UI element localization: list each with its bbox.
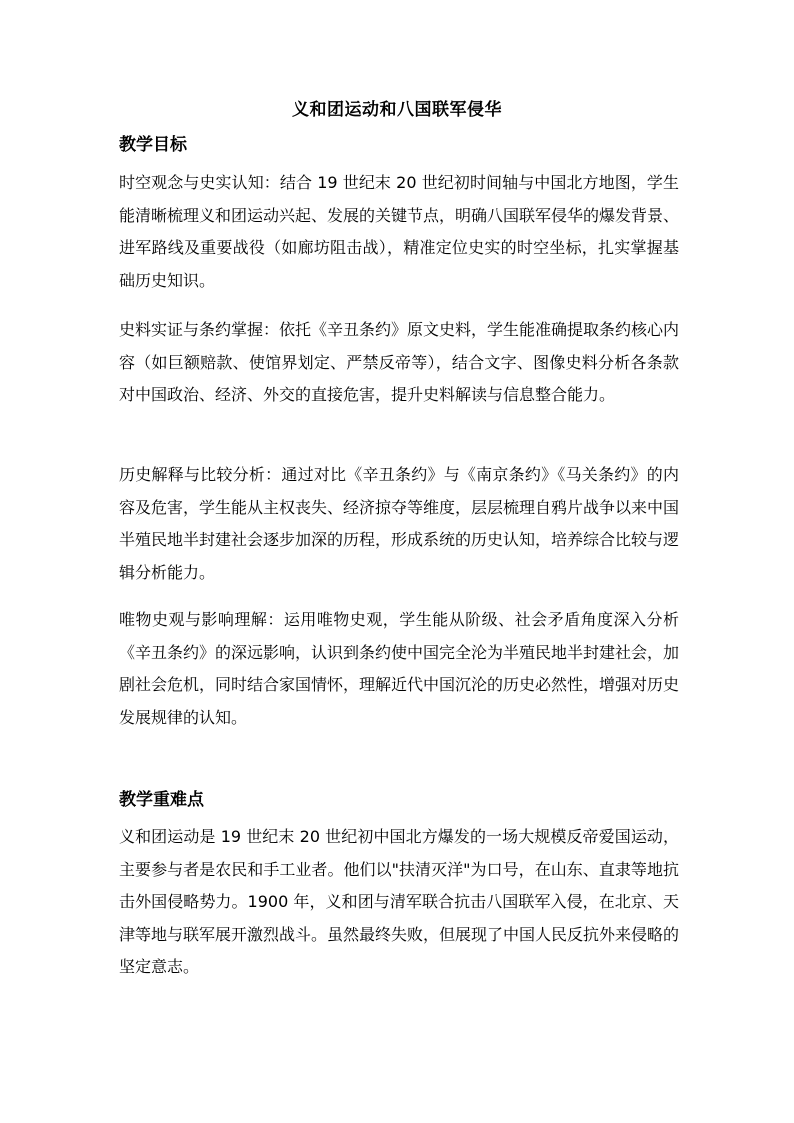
section-heading-key-points: 教学重难点 bbox=[119, 790, 204, 810]
objective-paragraph: 唯物史观与影响理解：运用唯物史观，学生能从阶级、社会矛盾角度深入分析《辛丑条约》的深远影响，认识到条约使中国完全沦为半殖民地半封建社会，加剧社会危机，同时结合家国情怀，理解近代中国沉沦的历史必然性，增强对历史发展规律的认知。 bbox=[119, 610, 680, 727]
objective-paragraph: 历史解释与比较分析：通过对比《辛丑条约》与《南京条约》《马关条约》的内容及危害，学生能从主权丧失、经济掠夺等维度，层层梳理自鸦片战争以来中国半殖民地半封建社会逐步加深的历程，形成系统的历史认知，培养综合比较与逻辑分析能力。 bbox=[119, 465, 680, 582]
key-points-paragraph: 义和团运动是 19 世纪末 20 世纪初中国北方爆发的一场大规模反帝爱国运动，主要参与者是农民和手工业者。他们以"扶清灭洋"为口号，在山东、直隶等地抗击外国侵略势力。1900 年，义和团与清军联合抗击八国联军入侵，在北京、天津等地与联军展开激烈战斗。虽然最终失败，但展现了中国人民反抗外来侵略的坚定意志。 bbox=[119, 827, 680, 976]
section-heading-objectives: 教学目标 bbox=[119, 135, 187, 155]
objective-paragraph: 时空观念与史实认知：结合 19 世纪末 20 世纪初时间轴与中国北方地图，学生能清晰梳理义和团运动兴起、发展的关键节点，明确八国联军侵华的爆发背景、进军路线及重要战役（如廊坊阻击战），精准定位史实的时空坐标，扎实掌握基础历史知识。 bbox=[119, 173, 680, 290]
page-title: 义和团运动和八国联军侵华 bbox=[292, 100, 502, 120]
objective-paragraph: 史料实证与条约掌握：依托《辛丑条约》原文史料，学生能准确提取条约核心内容（如巨额赔款、使馆界划定、严禁反帝等），结合文字、图像史料分析各条款对中国政治、经济、外交的直接危害，提升史料解读与信息整合能力。 bbox=[119, 320, 680, 404]
